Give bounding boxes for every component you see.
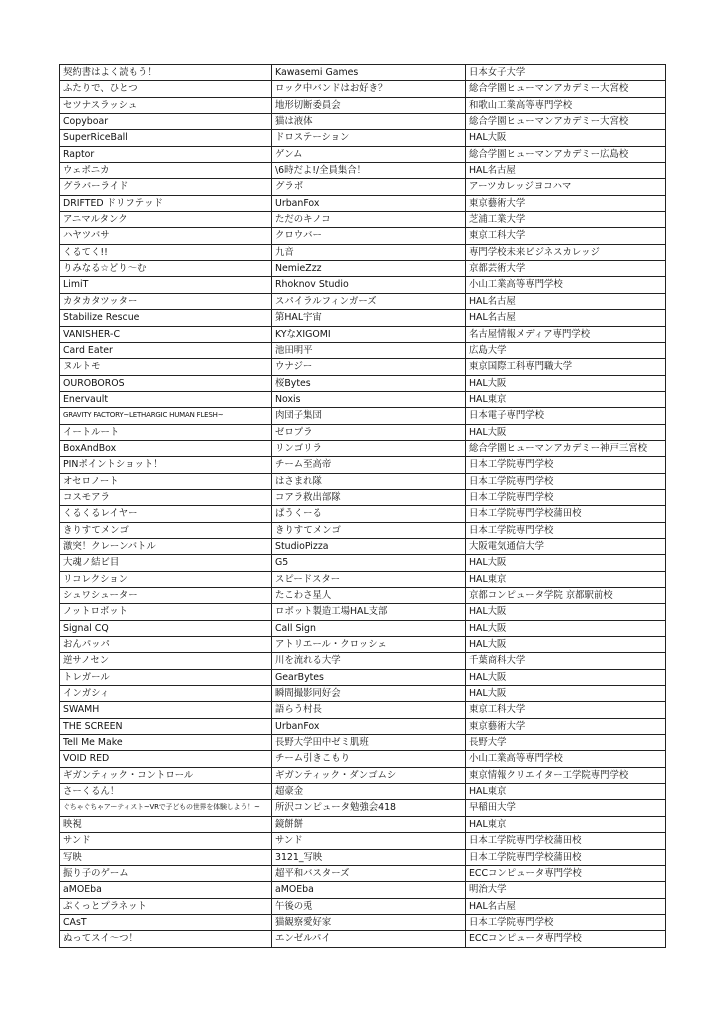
team-name-cell: UrbanFox [272, 718, 466, 734]
game-title-cell: GRAVITY FACTORY~LETHARGIC HUMAN FLESH~ [60, 408, 272, 424]
team-name-cell: 超豪金 [272, 784, 466, 800]
team-name-cell: 超平和バスターズ [272, 865, 466, 881]
game-title-cell: Card Eater [60, 342, 272, 358]
team-name-cell: ロボット製造工場HAL支部 [272, 604, 466, 620]
game-title-cell: ヌルトモ [60, 359, 272, 375]
team-name-cell: Call Sign [272, 620, 466, 636]
table-row [60, 97, 666, 113]
game-title-cell: Stabilize Rescue [60, 310, 272, 326]
table-row [60, 522, 666, 538]
game-title-cell: CAsT [60, 914, 272, 930]
table-row [60, 931, 666, 947]
team-name-cell: 川を流れる大学 [272, 653, 466, 669]
game-title-cell: 大魂ノ結ビ目 [60, 555, 272, 571]
table-row [60, 130, 666, 146]
game-title-cell: おんパッパ [60, 637, 272, 653]
school-name-cell: HAL大阪 [466, 130, 666, 146]
game-title-cell: 振り子のゲーム [60, 865, 272, 881]
game-title-cell: VOID RED [60, 751, 272, 767]
team-name-cell: G5 [272, 555, 466, 571]
table-row [60, 326, 666, 342]
team-name-cell: エンゼルパイ [272, 931, 466, 947]
table-row [60, 179, 666, 195]
school-name-cell: 和歌山工業高等専門学校 [466, 97, 666, 113]
school-name-cell: 日本女子大学 [466, 65, 666, 81]
game-title-cell: トレガール [60, 669, 272, 685]
table-row [60, 391, 666, 407]
game-title-cell: 激突！クレーンバトル [60, 538, 272, 554]
game-title-cell: 逆サノセン [60, 653, 272, 669]
team-name-cell: クロウバー [272, 228, 466, 244]
game-title-cell: 写映 [60, 849, 272, 865]
school-name-cell: ECCコンピュータ専門学校 [466, 931, 666, 947]
school-name-cell: HAL大阪 [466, 555, 666, 571]
school-name-cell: HAL大阪 [466, 669, 666, 685]
table-row [60, 751, 666, 767]
game-title-cell: イートルート [60, 424, 272, 440]
school-name-cell: 日本工学院専門学校 [466, 522, 666, 538]
team-name-cell: ギガンティック・ダンゴムシ [272, 767, 466, 783]
game-title-cell: コスモアラ [60, 489, 272, 505]
game-title-cell: さーくるん！ [60, 784, 272, 800]
table-row [60, 653, 666, 669]
table-row [60, 718, 666, 734]
table-row [60, 342, 666, 358]
team-name-cell: Rhoknov Studio [272, 277, 466, 293]
team-name-cell: 午後の兎 [272, 898, 466, 914]
school-name-cell: 日本工学院専門学校蒲田校 [466, 849, 666, 865]
school-name-cell: HAL大阪 [466, 620, 666, 636]
school-name-cell: 東京情報クリエイター工学院専門学校 [466, 767, 666, 783]
team-name-cell: StudioPizza [272, 538, 466, 554]
game-title-cell: PINポイントショット！ [60, 457, 272, 473]
team-name-cell: 語らう村長 [272, 702, 466, 718]
table-row [60, 865, 666, 881]
game-title-cell: きりすてメンゴ [60, 522, 272, 538]
game-title-cell: インガシィ [60, 686, 272, 702]
school-name-cell: 総合学園ヒューマンアカデミー神戸三宮校 [466, 440, 666, 456]
team-name-cell: aMOEba [272, 882, 466, 898]
game-title-cell: DRIFTED ドリフテッド [60, 195, 272, 211]
team-name-cell: サンド [272, 833, 466, 849]
school-name-cell: 名古屋情報メディア専門学校 [466, 326, 666, 342]
game-title-cell: くるくるレイヤー [60, 506, 272, 522]
team-name-cell: ドロステーション [272, 130, 466, 146]
team-name-cell: GearBytes [272, 669, 466, 685]
table-row [60, 293, 666, 309]
table-row [60, 473, 666, 489]
table-row [60, 457, 666, 473]
team-name-cell: 猫観察愛好家 [272, 914, 466, 930]
school-name-cell: 東京国際工科専門職大学 [466, 359, 666, 375]
table-row [60, 620, 666, 636]
game-title-cell: LimiT [60, 277, 272, 293]
team-name-cell: ぱうくーる [272, 506, 466, 522]
school-name-cell: 総合学園ヒューマンアカデミー広島校 [466, 146, 666, 162]
game-title-cell: ふたりで、ひとつ [60, 81, 272, 97]
game-title-cell: 契約書はよく読もう！ [60, 65, 272, 81]
school-name-cell: 東京藝術大学 [466, 195, 666, 211]
table-row [60, 228, 666, 244]
table-row [60, 440, 666, 456]
team-name-cell: 九音 [272, 244, 466, 260]
school-name-cell: 日本工学院専門学校蒲田校 [466, 506, 666, 522]
school-name-cell: ECCコンピュータ専門学校 [466, 865, 666, 881]
team-name-cell: 鏡餅餅 [272, 816, 466, 832]
school-name-cell: アーツカレッジヨコハマ [466, 179, 666, 195]
school-name-cell: HAL東京 [466, 571, 666, 587]
table-row [60, 146, 666, 162]
school-name-cell: 長野大学 [466, 735, 666, 751]
table-row [60, 686, 666, 702]
school-name-cell: 東京藝術大学 [466, 718, 666, 734]
game-title-cell: Enervault [60, 391, 272, 407]
team-name-cell: チーム引きこもり [272, 751, 466, 767]
game-title-cell: 映視 [60, 816, 272, 832]
team-name-cell: ウナジー [272, 359, 466, 375]
game-title-cell: aMOEba [60, 882, 272, 898]
school-name-cell: HAL大阪 [466, 604, 666, 620]
game-title-cell: オセロノート [60, 473, 272, 489]
game-title-cell: カタカタツッター [60, 293, 272, 309]
team-name-cell: Kawasemi Games [272, 65, 466, 81]
team-name-cell: 瞬間撮影同好会 [272, 686, 466, 702]
table-row [60, 882, 666, 898]
game-title-cell: サンド [60, 833, 272, 849]
team-name-cell: ロック中バンドはお好き？ [272, 81, 466, 97]
table-row [60, 489, 666, 505]
team-name-cell: リンゴリラ [272, 440, 466, 456]
team-name-cell: きりすてメンゴ [272, 522, 466, 538]
game-title-cell: THE SCREEN [60, 718, 272, 734]
team-name-cell: ただのキノコ [272, 212, 466, 228]
table-row [60, 637, 666, 653]
team-name-cell: はさまれ隊 [272, 473, 466, 489]
table-row [60, 359, 666, 375]
table-row [60, 555, 666, 571]
table-row [60, 261, 666, 277]
team-name-cell: 3121_写映 [272, 849, 466, 865]
game-title-cell: ぷくっとプラネット [60, 898, 272, 914]
school-name-cell: HAL名古屋 [466, 163, 666, 179]
team-name-cell: UrbanFox [272, 195, 466, 211]
table-row [60, 65, 666, 81]
game-title-cell: セツナスラッシュ [60, 97, 272, 113]
team-name-cell: Noxis [272, 391, 466, 407]
school-name-cell: HAL大阪 [466, 686, 666, 702]
team-name-cell: スピードスター [272, 571, 466, 587]
school-name-cell: 小山工業高等専門学校 [466, 751, 666, 767]
table-row [60, 114, 666, 130]
school-name-cell: 日本工学院専門学校 [466, 473, 666, 489]
school-name-cell: 日本工学院専門学校 [466, 489, 666, 505]
table-row [60, 604, 666, 620]
table-row [60, 424, 666, 440]
school-name-cell: HAL名古屋 [466, 898, 666, 914]
entries-table-body [60, 65, 666, 948]
school-name-cell: 日本電子専門学校 [466, 408, 666, 424]
school-name-cell: 大阪電気通信大学 [466, 538, 666, 554]
entries-table [59, 64, 666, 948]
school-name-cell: 小山工業高等専門学校 [466, 277, 666, 293]
game-title-cell: アニマルタンク [60, 212, 272, 228]
table-row [60, 735, 666, 751]
school-name-cell: HAL大阪 [466, 424, 666, 440]
school-name-cell: 専門学校未来ビジネスカレッジ [466, 244, 666, 260]
table-row [60, 800, 666, 816]
team-name-cell: 地形切断委員会 [272, 97, 466, 113]
table-row [60, 212, 666, 228]
table-row [60, 914, 666, 930]
team-name-cell: 猫は液体 [272, 114, 466, 130]
table-row [60, 898, 666, 914]
team-name-cell: 池田明平 [272, 342, 466, 358]
game-title-cell: ギガンティック・コントロール [60, 767, 272, 783]
team-name-cell: 第HAL宇宙 [272, 310, 466, 326]
school-name-cell: HAL東京 [466, 816, 666, 832]
table-row [60, 538, 666, 554]
game-title-cell: ぐちゃぐちゃアーティスト~VRで子どもの世界を体験しよう！~ [60, 800, 272, 816]
school-name-cell: 芝浦工業大学 [466, 212, 666, 228]
game-title-cell: Copyboar [60, 114, 272, 130]
team-name-cell: NemieZzz [272, 261, 466, 277]
game-title-cell: くるてく!! [60, 244, 272, 260]
team-name-cell: 桜Bytes [272, 375, 466, 391]
team-name-cell: 所沢コンピュータ勉強会418 [272, 800, 466, 816]
team-name-cell: スパイラルフィンガーズ [272, 293, 466, 309]
school-name-cell: HAL名古屋 [466, 310, 666, 326]
table-row [60, 816, 666, 832]
game-title-cell: ノットロボット [60, 604, 272, 620]
table-row [60, 81, 666, 97]
table-row [60, 833, 666, 849]
school-name-cell: 明治大学 [466, 882, 666, 898]
game-title-cell: りみなる☆どり～む [60, 261, 272, 277]
team-name-cell: チーム至高帝 [272, 457, 466, 473]
team-name-cell: コアラ救出部隊 [272, 489, 466, 505]
table-row [60, 163, 666, 179]
school-name-cell: HAL東京 [466, 391, 666, 407]
game-title-cell: Raptor [60, 146, 272, 162]
game-title-cell: グラバーライド [60, 179, 272, 195]
school-name-cell: 広島大学 [466, 342, 666, 358]
school-name-cell: 日本工学院専門学校 [466, 914, 666, 930]
school-name-cell: 総合学園ヒューマンアカデミー大宮校 [466, 114, 666, 130]
team-name-cell: ゲンム [272, 146, 466, 162]
table-row [60, 310, 666, 326]
entry-list-sheet [59, 64, 665, 948]
game-title-cell: VANISHER-C [60, 326, 272, 342]
school-name-cell: 東京工科大学 [466, 228, 666, 244]
table-row [60, 588, 666, 604]
school-name-cell: 早稲田大学 [466, 800, 666, 816]
school-name-cell: HAL東京 [466, 784, 666, 800]
table-row [60, 408, 666, 424]
game-title-cell: SuperRiceBall [60, 130, 272, 146]
game-title-cell: ハヤツバサ [60, 228, 272, 244]
school-name-cell: 日本工学院専門学校 [466, 457, 666, 473]
game-title-cell: ぬってスイ～つ！ [60, 931, 272, 947]
team-name-cell: グラボ [272, 179, 466, 195]
table-row [60, 669, 666, 685]
table-row [60, 506, 666, 522]
table-row [60, 767, 666, 783]
school-name-cell: HAL大阪 [466, 637, 666, 653]
team-name-cell: KYなXIGOMI [272, 326, 466, 342]
school-name-cell: 日本工学院専門学校蒲田校 [466, 833, 666, 849]
team-name-cell: 肉団子集団 [272, 408, 466, 424]
game-title-cell: ウェボニカ [60, 163, 272, 179]
table-row [60, 849, 666, 865]
game-title-cell: Tell Me Make [60, 735, 272, 751]
school-name-cell: 総合学園ヒューマンアカデミー大宮校 [466, 81, 666, 97]
game-title-cell: OUROBOROS [60, 375, 272, 391]
game-title-cell: BoxAndBox [60, 440, 272, 456]
school-name-cell: 東京工科大学 [466, 702, 666, 718]
table-row [60, 195, 666, 211]
team-name-cell: \6時だよ!/全員集合！ [272, 163, 466, 179]
school-name-cell: 千葉商科大学 [466, 653, 666, 669]
game-title-cell: シュワシューター [60, 588, 272, 604]
school-name-cell: HAL名古屋 [466, 293, 666, 309]
team-name-cell: たこわさ星人 [272, 588, 466, 604]
table-row [60, 784, 666, 800]
team-name-cell: アトリエール・クロッシェ [272, 637, 466, 653]
game-title-cell: SWAMH [60, 702, 272, 718]
game-title-cell: Signal CQ [60, 620, 272, 636]
game-title-cell: リコレクション [60, 571, 272, 587]
table-row [60, 375, 666, 391]
school-name-cell: 京都芸術大学 [466, 261, 666, 277]
school-name-cell: HAL大阪 [466, 375, 666, 391]
team-name-cell: ゼロプラ [272, 424, 466, 440]
table-row [60, 571, 666, 587]
school-name-cell: 京都コンピュータ学院 京都駅前校 [466, 588, 666, 604]
table-row [60, 244, 666, 260]
team-name-cell: 長野大学田中ゼミ肌班 [272, 735, 466, 751]
table-row [60, 277, 666, 293]
table-row [60, 702, 666, 718]
